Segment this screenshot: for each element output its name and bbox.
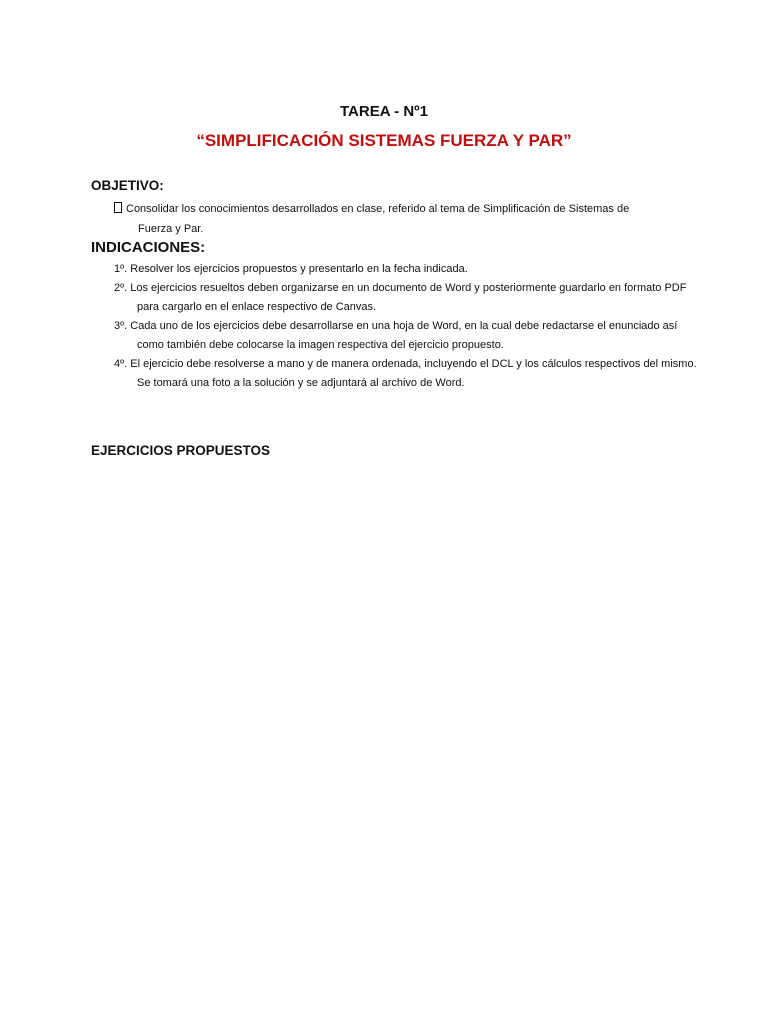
list-item: 2º. Los ejercicios resueltos deben organizarse en un documento de Word y posteriormente guardarlo en formato PDF para cargarlo en el enlace respectivo de Canvas. bbox=[114, 282, 687, 313]
objetivo-text: Consolidar los conocimientos desarrollados en clase, referido al tema de Simplificación de Sistemas de bbox=[126, 203, 630, 215]
list-item: 4º. El ejercicio debe resolverse a mano y de manera ordenada, incluyendo el DCL y los cálculos respectivos del mismo. Se tomará una foto a la solución y se adjuntará al archivo de Word. bbox=[114, 358, 697, 389]
objetivo-text-continuation: Fuerza y Par. bbox=[138, 223, 204, 235]
document-subtitle: “SIMPLIFICACIÓN SISTEMAS FUERZA Y PAR” bbox=[196, 131, 572, 150]
list-item: 1º. Resolver los ejercicios propuestos y presentarlo en la fecha indicada. bbox=[114, 263, 468, 275]
ejercicios-heading: EJERCICIOS PROPUESTOS bbox=[91, 443, 271, 458]
checkbox-bullet-icon bbox=[114, 202, 122, 213]
indicaciones-list bbox=[114, 260, 704, 393]
list-item: 3º. Cada uno de los ejercicios debe desarrollarse en una hoja de Word, en la cual debe redactarse el enunciado así como también debe colocarse la imagen respectiva del ejercicio propuesto. bbox=[114, 320, 678, 351]
objetivo-paragraph bbox=[114, 199, 694, 239]
document-title: TAREA - Nº1 bbox=[340, 103, 428, 120]
objetivo-heading: OBJETIVO: bbox=[91, 178, 164, 193]
indicaciones-heading: INDICACIONES: bbox=[91, 239, 206, 256]
